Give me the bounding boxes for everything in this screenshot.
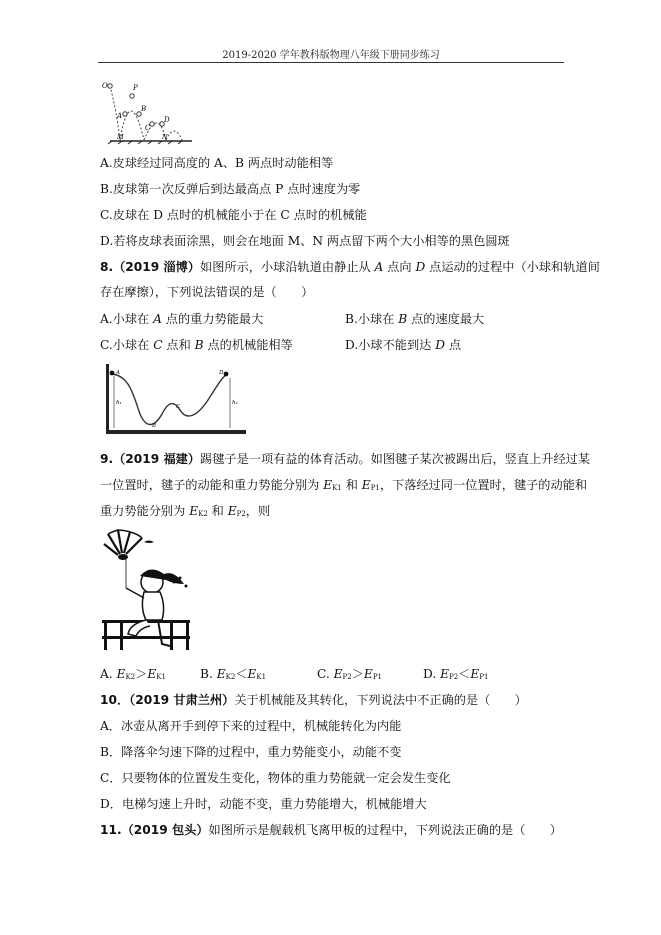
q9-operator: ＜ (235, 667, 248, 681)
q10-source: （2019 甘肃兰州） (129, 693, 235, 707)
q8-stem-text: 点向 (383, 260, 416, 274)
fig1-label-c: C (145, 124, 151, 132)
q8-point: B (398, 312, 408, 326)
q10-number: 10． (100, 693, 130, 707)
q8-option-text: 点和 (162, 338, 195, 352)
page-header: 2019-2020 学年教科版物理八年级下册同步练习 (98, 46, 564, 63)
q9-option-d (423, 666, 488, 685)
q7-option-b: B.皮球第一次反弹后到达最高点 P 点时速度为零 (100, 182, 361, 196)
q9-stem-text: 一位置时，毽子的动能和重力势能分别为 (100, 478, 324, 492)
q9-source: （2019 福建） (113, 452, 201, 466)
q8-source: （2019 淄博） (113, 260, 201, 274)
shuttlecock-kicking-figure (100, 528, 194, 652)
q9-stem-text: 和 (341, 478, 362, 492)
q9-subscript: K1 (332, 484, 342, 492)
q11-stem (100, 822, 562, 838)
fig1-label-b: B (141, 105, 147, 113)
q10-option-a: A．冰壶从离开手到停下来的过程中，机械能转化为内能 (100, 719, 402, 733)
fig1-label-p: P (133, 84, 138, 92)
q8-point: D (415, 260, 426, 274)
q8-option-text: B.小球在 (345, 312, 399, 326)
q9-symbol: E (361, 478, 371, 492)
q10-option-d: D．电梯匀速上升时，动能不变，重力势能增大，机械能增大 (100, 797, 427, 811)
q7-option-a: A.皮球经过同高度的 A、B 两点时动能相等 (100, 156, 334, 170)
fig1-label-o: O (102, 82, 108, 90)
q9-symbol: E (147, 667, 157, 681)
q8-point: C (153, 338, 163, 352)
q8-number: 8. (100, 260, 114, 274)
q9-subscript: K1 (156, 673, 166, 681)
q9-option-label: B. (200, 667, 217, 681)
q8-point: A (374, 260, 384, 274)
q9-stem-text: ，则 (245, 504, 271, 518)
q8-option-d (345, 337, 461, 353)
q9-stem-text: 重力势能分别为 (100, 504, 190, 518)
q11-source: （2019 包头） (121, 823, 209, 837)
q9-option-b (200, 666, 266, 685)
q9-number: 9. (100, 452, 114, 466)
q9-option-a (100, 666, 166, 685)
q8-stem-line2: 存在摩擦），下列说法错误的是（ ） (100, 285, 314, 299)
fig1-label-d: D (164, 116, 170, 124)
fig1-label-m: M (117, 133, 124, 141)
q9-option-label: A. (100, 667, 117, 681)
q10-stem-text: 关于机械能及其转化，下列说法中不正确的是（ ） (234, 693, 527, 707)
q9-stem-text: 和 (207, 504, 228, 518)
bouncing-ball-figure (100, 78, 196, 144)
q9-subscript: K2 (198, 510, 208, 518)
fig2-label-h1: h₁ (116, 400, 122, 406)
q8-option-text: 点的速度最大 (407, 312, 485, 326)
q8-point: D (435, 338, 445, 352)
q9-symbol: E (216, 667, 226, 681)
q9-stem-line2 (100, 477, 587, 496)
q10-option-c: C．只要物体的位置发生变化，物体的重力势能就一定会发生变化 (100, 771, 451, 785)
q8-option-a (100, 311, 263, 327)
q9-symbol: E (227, 504, 237, 518)
q9-subscript: P2 (449, 673, 459, 681)
q9-symbol: E (247, 667, 257, 681)
q9-operator: ＞ (351, 667, 364, 681)
q8-option-b (345, 311, 484, 327)
q9-stem-line1 (100, 451, 590, 467)
q11-stem-text: 如图所示是舰载机飞离甲板的过程中，下列说法正确的是（ ） (208, 823, 562, 837)
q9-operator: ＜ (458, 667, 471, 681)
track-figure (100, 362, 252, 438)
q9-symbol: E (323, 478, 333, 492)
q9-symbol: E (333, 667, 343, 681)
q9-symbol: E (116, 667, 126, 681)
q9-stem-text: 踢毽子是一项有益的体育活动。如图毽子某次被踢出后，竖直上升经过某 (200, 452, 591, 466)
fig1-label-n: N (162, 133, 168, 141)
q9-subscript: K1 (256, 673, 267, 681)
q8-point: B (194, 338, 204, 352)
q9-option-c (317, 666, 382, 685)
q9-symbol: E (470, 667, 480, 681)
q9-stem-text: ，下落经过同一位置时，毽子的动能和 (379, 478, 588, 492)
fig2-label-c: C (176, 404, 181, 410)
q7-option-d: D.若将皮球表面涂黑，则会在地面 M、N 两点留下两个大小相等的黑色圆斑 (100, 234, 510, 248)
fig2-label-b: B (152, 423, 157, 429)
q9-option-label: C. (317, 667, 334, 681)
fig2-label-d: D (219, 370, 224, 376)
q9-subscript: P2 (236, 510, 246, 518)
q9-subscript: P1 (479, 673, 489, 681)
q9-subscript: P2 (342, 673, 352, 681)
q8-option-text: 点的重力势能最大 (161, 312, 264, 326)
q9-symbol: E (189, 504, 199, 518)
fig2-label-h2: h₂ (232, 400, 238, 406)
q9-subscript: K2 (225, 673, 236, 681)
q8-option-text: A.小球在 (100, 312, 154, 326)
q9-subscript: P1 (370, 484, 380, 492)
q8-option-text: 点的机械能相等 (203, 338, 293, 352)
q8-stem-line1 (100, 259, 600, 275)
q8-option-text: 点 (445, 338, 462, 352)
q8-stem-text: 如图所示，小球沿轨道由静止从 (200, 260, 375, 274)
q7-option-c: C.皮球在 D 点时的机械能小于在 C 点时的机械能 (100, 208, 367, 222)
q8-option-text: C.小球在 (100, 338, 154, 352)
q8-stem-text: 点运动的过程中（小球和轨道间 (425, 260, 600, 274)
fig2-label-a: A (116, 370, 120, 376)
q8-option-text: D.小球不能到达 (345, 338, 436, 352)
q10-option-b: B．降落伞匀速下降的过程中，重力势能变小，动能不变 (100, 745, 402, 759)
q8-option-c (100, 337, 293, 353)
q9-subscript: P1 (372, 673, 382, 681)
q9-symbol: E (440, 667, 449, 681)
q9-stem-line3 (100, 503, 270, 522)
q9-option-label: D. (423, 667, 441, 681)
q9-symbol: E (363, 667, 373, 681)
q10-stem (100, 692, 527, 708)
q11-number: 11. (100, 823, 122, 837)
q8-point: A (153, 312, 162, 326)
q9-subscript: K2 (125, 673, 136, 681)
q9-operator: ＞ (135, 667, 148, 681)
fig1-label-a: A (117, 112, 123, 120)
